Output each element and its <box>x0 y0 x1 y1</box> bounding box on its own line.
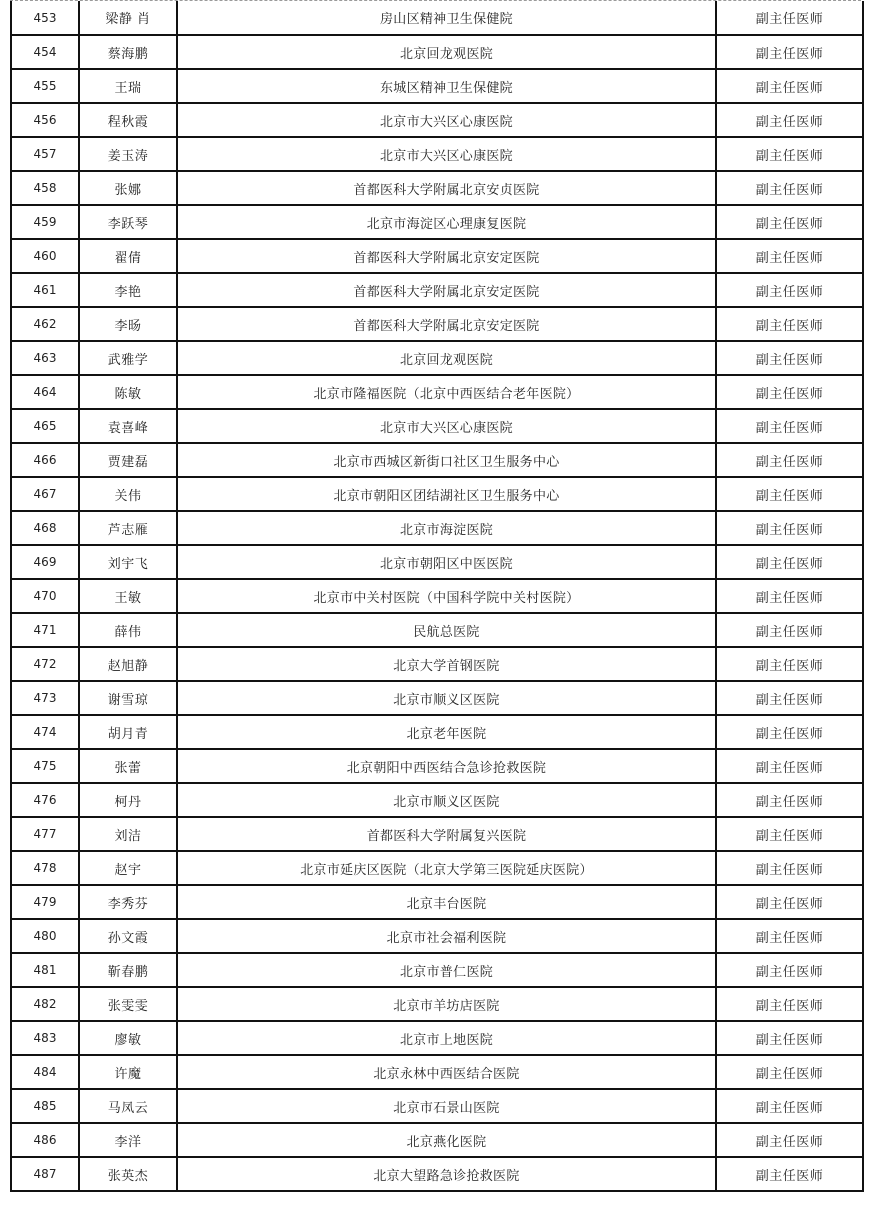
job-title: 副主任医师 <box>716 375 863 409</box>
row-number: 472 <box>11 647 79 681</box>
table-row <box>11 919 863 953</box>
table-row <box>11 409 863 443</box>
table-row <box>11 987 863 1021</box>
row-number: 485 <box>11 1089 79 1123</box>
job-title: 副主任医师 <box>716 443 863 477</box>
roster-body <box>11 1 863 1191</box>
person-name: 马凤云 <box>79 1089 177 1123</box>
hospital-name: 北京老年医院 <box>177 715 716 749</box>
table-row <box>11 375 863 409</box>
table-row <box>11 239 863 273</box>
hospital-name: 北京市上地医院 <box>177 1021 716 1055</box>
person-name: 谢雪琼 <box>79 681 177 715</box>
person-name: 柯丹 <box>79 783 177 817</box>
row-number: 474 <box>11 715 79 749</box>
person-name: 李艳 <box>79 273 177 307</box>
row-number: 486 <box>11 1123 79 1157</box>
table-row <box>11 477 863 511</box>
job-title: 副主任医师 <box>716 1055 863 1089</box>
person-name: 王敏 <box>79 579 177 613</box>
table-row <box>11 307 863 341</box>
row-number: 471 <box>11 613 79 647</box>
hospital-name: 北京市朝阳区中医医院 <box>177 545 716 579</box>
table-row <box>11 647 863 681</box>
table-row <box>11 579 863 613</box>
job-title: 副主任医师 <box>716 749 863 783</box>
job-title: 副主任医师 <box>716 341 863 375</box>
table-row <box>11 613 863 647</box>
person-name: 翟倩 <box>79 239 177 273</box>
table-row <box>11 443 863 477</box>
job-title: 副主任医师 <box>716 613 863 647</box>
job-title: 副主任医师 <box>716 579 863 613</box>
row-number: 477 <box>11 817 79 851</box>
table-row <box>11 1 863 35</box>
job-title: 副主任医师 <box>716 409 863 443</box>
person-name: 刘宇飞 <box>79 545 177 579</box>
table-row <box>11 851 863 885</box>
row-number: 481 <box>11 953 79 987</box>
hospital-name: 北京大学首钢医院 <box>177 647 716 681</box>
job-title: 副主任医师 <box>716 511 863 545</box>
hospital-name: 北京市顺义区医院 <box>177 681 716 715</box>
row-number: 465 <box>11 409 79 443</box>
job-title: 副主任医师 <box>716 1089 863 1123</box>
table-row <box>11 273 863 307</box>
job-title: 副主任医师 <box>716 851 863 885</box>
job-title: 副主任医师 <box>716 885 863 919</box>
hospital-name: 东城区精神卫生保健院 <box>177 69 716 103</box>
hospital-name: 北京大望路急诊抢救医院 <box>177 1157 716 1191</box>
job-title: 副主任医师 <box>716 477 863 511</box>
job-title: 副主任医师 <box>716 307 863 341</box>
row-number: 478 <box>11 851 79 885</box>
person-name: 刘洁 <box>79 817 177 851</box>
table-row <box>11 137 863 171</box>
row-number: 463 <box>11 341 79 375</box>
hospital-name: 首都医科大学附属北京安定医院 <box>177 239 716 273</box>
job-title: 副主任医师 <box>716 953 863 987</box>
table-row <box>11 953 863 987</box>
hospital-name: 北京燕化医院 <box>177 1123 716 1157</box>
person-name: 李秀芬 <box>79 885 177 919</box>
person-name: 袁喜峰 <box>79 409 177 443</box>
table-row <box>11 783 863 817</box>
hospital-name: 北京回龙观医院 <box>177 35 716 69</box>
hospital-name: 北京市大兴区心康医院 <box>177 409 716 443</box>
person-name: 张娜 <box>79 171 177 205</box>
row-number: 484 <box>11 1055 79 1089</box>
hospital-name: 北京回龙观医院 <box>177 341 716 375</box>
job-title: 副主任医师 <box>716 1021 863 1055</box>
table-row <box>11 171 863 205</box>
table-row <box>11 341 863 375</box>
person-name: 贾建磊 <box>79 443 177 477</box>
job-title: 副主任医师 <box>716 545 863 579</box>
hospital-name: 北京市普仁医院 <box>177 953 716 987</box>
job-title: 副主任医师 <box>716 1123 863 1157</box>
row-number: 456 <box>11 103 79 137</box>
table-row <box>11 817 863 851</box>
row-number: 469 <box>11 545 79 579</box>
hospital-name: 北京朝阳中西医结合急诊抢救医院 <box>177 749 716 783</box>
row-number: 476 <box>11 783 79 817</box>
person-name: 薛伟 <box>79 613 177 647</box>
hospital-name: 首都医科大学附属北京安贞医院 <box>177 171 716 205</box>
row-number: 464 <box>11 375 79 409</box>
row-number: 475 <box>11 749 79 783</box>
job-title: 副主任医师 <box>716 103 863 137</box>
person-name: 张英杰 <box>79 1157 177 1191</box>
row-number: 460 <box>11 239 79 273</box>
hospital-name: 北京市大兴区心康医院 <box>177 103 716 137</box>
hospital-name: 北京市延庆区医院（北京大学第三医院延庆医院） <box>177 851 716 885</box>
person-name: 关伟 <box>79 477 177 511</box>
job-title: 副主任医师 <box>716 137 863 171</box>
table-row <box>11 885 863 919</box>
job-title: 副主任医师 <box>716 273 863 307</box>
person-name: 梁静 肖 <box>79 1 177 35</box>
person-name: 姜玉涛 <box>79 137 177 171</box>
job-title: 副主任医师 <box>716 715 863 749</box>
person-name: 许魔 <box>79 1055 177 1089</box>
row-number: 480 <box>11 919 79 953</box>
hospital-name: 北京市顺义区医院 <box>177 783 716 817</box>
hospital-name: 首都医科大学附属复兴医院 <box>177 817 716 851</box>
person-name: 李洋 <box>79 1123 177 1157</box>
table-row <box>11 103 863 137</box>
hospital-name: 北京市海淀区心理康复医院 <box>177 205 716 239</box>
person-name: 廖敏 <box>79 1021 177 1055</box>
roster-table <box>10 1 864 1192</box>
table-row <box>11 1123 863 1157</box>
row-number: 458 <box>11 171 79 205</box>
person-name: 赵旭静 <box>79 647 177 681</box>
hospital-name: 北京市社会福利医院 <box>177 919 716 953</box>
row-number: 461 <box>11 273 79 307</box>
row-number: 482 <box>11 987 79 1021</box>
person-name: 孙文霞 <box>79 919 177 953</box>
row-number: 457 <box>11 137 79 171</box>
table-row <box>11 35 863 69</box>
row-number: 479 <box>11 885 79 919</box>
row-number: 466 <box>11 443 79 477</box>
hospital-name: 房山区精神卫生保健院 <box>177 1 716 35</box>
person-name: 王瑞 <box>79 69 177 103</box>
table-row <box>11 69 863 103</box>
hospital-name: 首都医科大学附属北京安定医院 <box>177 307 716 341</box>
person-name: 胡月青 <box>79 715 177 749</box>
person-name: 靳春鹏 <box>79 953 177 987</box>
person-name: 张雯雯 <box>79 987 177 1021</box>
person-name: 陈敏 <box>79 375 177 409</box>
person-name: 蔡海鹏 <box>79 35 177 69</box>
job-title: 副主任医师 <box>716 987 863 1021</box>
table-row <box>11 511 863 545</box>
hospital-name: 北京市西城区新街口社区卫生服务中心 <box>177 443 716 477</box>
row-number: 468 <box>11 511 79 545</box>
row-number: 453 <box>11 1 79 35</box>
row-number: 467 <box>11 477 79 511</box>
hospital-name: 北京市中关村医院（中国科学院中关村医院） <box>177 579 716 613</box>
job-title: 副主任医师 <box>716 69 863 103</box>
hospital-name: 北京丰台医院 <box>177 885 716 919</box>
row-number: 483 <box>11 1021 79 1055</box>
row-number: 473 <box>11 681 79 715</box>
job-title: 副主任医师 <box>716 919 863 953</box>
job-title: 副主任医师 <box>716 1 863 35</box>
table-row <box>11 715 863 749</box>
person-name: 张蕾 <box>79 749 177 783</box>
person-name: 程秋霞 <box>79 103 177 137</box>
row-number: 454 <box>11 35 79 69</box>
person-name: 李旸 <box>79 307 177 341</box>
hospital-name: 北京永林中西医结合医院 <box>177 1055 716 1089</box>
table-row <box>11 205 863 239</box>
row-number: 470 <box>11 579 79 613</box>
job-title: 副主任医师 <box>716 239 863 273</box>
hospital-name: 北京市羊坊店医院 <box>177 987 716 1021</box>
row-number: 459 <box>11 205 79 239</box>
table-row <box>11 681 863 715</box>
row-number: 462 <box>11 307 79 341</box>
table-row <box>11 545 863 579</box>
hospital-name: 民航总医院 <box>177 613 716 647</box>
job-title: 副主任医师 <box>716 681 863 715</box>
table-row <box>11 1021 863 1055</box>
hospital-name: 北京市海淀医院 <box>177 511 716 545</box>
table-row <box>11 1157 863 1191</box>
table-row <box>11 1089 863 1123</box>
hospital-name: 首都医科大学附属北京安定医院 <box>177 273 716 307</box>
row-number: 455 <box>11 69 79 103</box>
person-name: 芦志雁 <box>79 511 177 545</box>
hospital-name: 北京市大兴区心康医院 <box>177 137 716 171</box>
person-name: 李跃琴 <box>79 205 177 239</box>
hospital-name: 北京市朝阳区团结湖社区卫生服务中心 <box>177 477 716 511</box>
job-title: 副主任医师 <box>716 205 863 239</box>
row-number: 487 <box>11 1157 79 1191</box>
table-row <box>11 749 863 783</box>
job-title: 副主任医师 <box>716 647 863 681</box>
job-title: 副主任医师 <box>716 817 863 851</box>
person-name: 武雅学 <box>79 341 177 375</box>
job-title: 副主任医师 <box>716 171 863 205</box>
person-name: 赵宇 <box>79 851 177 885</box>
table-row <box>11 1055 863 1089</box>
job-title: 副主任医师 <box>716 783 863 817</box>
hospital-name: 北京市隆福医院（北京中西医结合老年医院） <box>177 375 716 409</box>
job-title: 副主任医师 <box>716 1157 863 1191</box>
hospital-name: 北京市石景山医院 <box>177 1089 716 1123</box>
job-title: 副主任医师 <box>716 35 863 69</box>
